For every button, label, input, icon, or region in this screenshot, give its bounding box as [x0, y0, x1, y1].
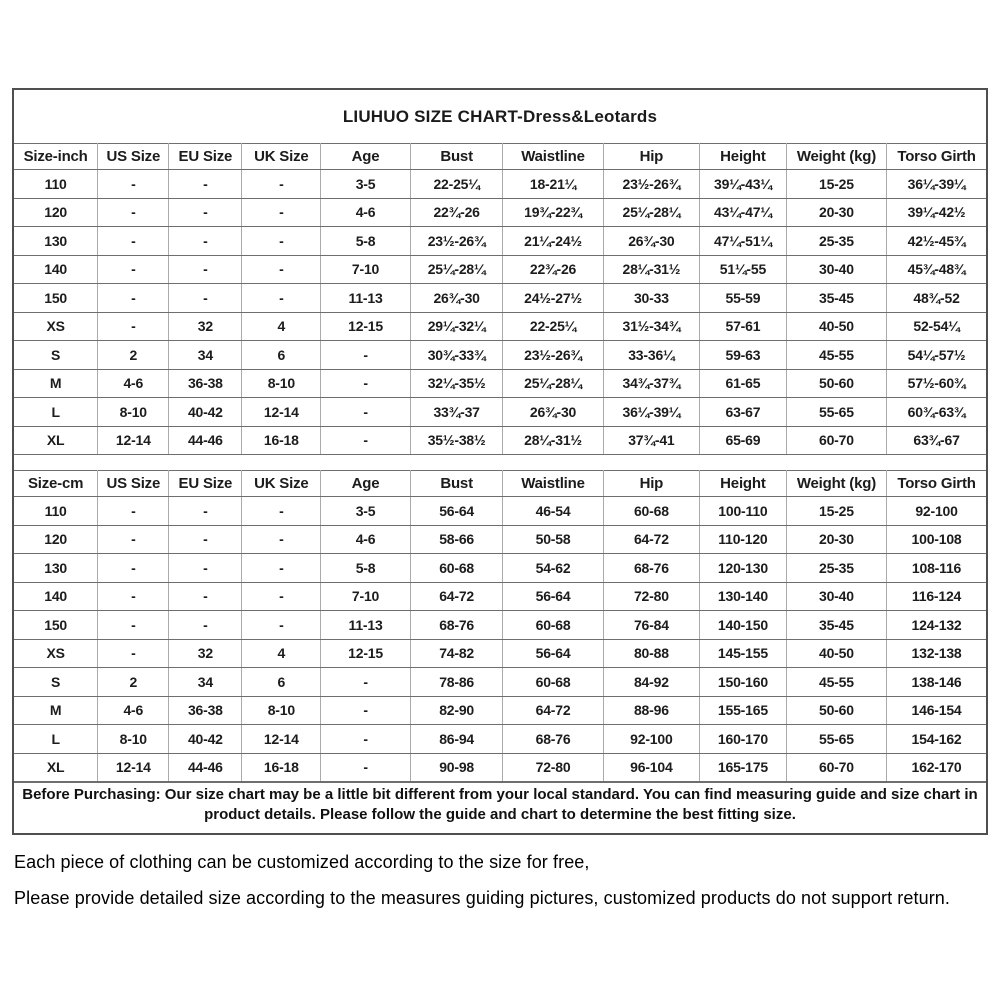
table-cell: 2 [98, 341, 169, 370]
table-cell: 57-61 [700, 312, 787, 341]
table-row [14, 639, 986, 668]
table-cell: 124-132 [887, 611, 986, 640]
table-cell: 5-8 [321, 227, 411, 256]
table-row [14, 582, 986, 611]
table-cell: 6 [242, 341, 321, 370]
column-header: US Size [98, 144, 169, 170]
table-cell: 68-76 [503, 725, 603, 754]
column-header: Age [321, 144, 411, 170]
table-cell: - [242, 198, 321, 227]
table-cell: 82-90 [410, 696, 503, 725]
table-cell: 72-80 [603, 582, 699, 611]
table-cell: 22¾-26 [410, 198, 503, 227]
table-cell: - [98, 198, 169, 227]
table-cell: - [169, 284, 242, 313]
table-row [14, 525, 986, 554]
table-cell: M [14, 369, 98, 398]
table-cell: 33¾-37 [410, 398, 503, 427]
table-cell: 120 [14, 525, 98, 554]
table-cell: - [169, 611, 242, 640]
table-cell: - [169, 198, 242, 227]
table-cell: 60-68 [410, 554, 503, 583]
table-cell: 22-25¼ [410, 170, 503, 199]
table-cell: 65-69 [700, 426, 787, 455]
table-cell: 40-50 [786, 639, 886, 668]
table-cell: 25¼-28¼ [410, 255, 503, 284]
table-cell: - [169, 525, 242, 554]
table-cell: 130 [14, 554, 98, 583]
table-cell: - [321, 753, 411, 782]
table-gap [14, 455, 986, 470]
table-cell: - [321, 369, 411, 398]
table-cell: 140 [14, 582, 98, 611]
table-cell: 20-30 [786, 525, 886, 554]
cm-table-body [14, 497, 986, 782]
column-header: Bust [410, 144, 503, 170]
table-cell: L [14, 398, 98, 427]
table-cell: 34¾-37¾ [603, 369, 699, 398]
table-cell: 50-60 [786, 369, 886, 398]
table-cell: 5-8 [321, 554, 411, 583]
table-cell: - [242, 227, 321, 256]
column-header: Weight (kg) [786, 144, 886, 170]
table-cell: - [98, 611, 169, 640]
table-cell: S [14, 341, 98, 370]
table-cell: - [98, 284, 169, 313]
table-cell: 4-6 [98, 696, 169, 725]
table-cell: 32 [169, 312, 242, 341]
table-cell: 8-10 [242, 369, 321, 398]
table-cell: 56-64 [503, 582, 603, 611]
table-cell: - [169, 170, 242, 199]
column-header: Weight (kg) [786, 471, 886, 497]
table-cell: - [242, 554, 321, 583]
table-cell: 26¾-30 [410, 284, 503, 313]
table-cell: 138-146 [887, 668, 986, 697]
table-cell: - [98, 227, 169, 256]
table-cell: XS [14, 312, 98, 341]
footnotes [14, 852, 986, 924]
table-cell: 130 [14, 227, 98, 256]
table-cell: 30-33 [603, 284, 699, 313]
table-cell: 4-6 [98, 369, 169, 398]
table-cell: 4-6 [321, 525, 411, 554]
table-cell: 25¼-28¼ [603, 198, 699, 227]
table-cell: 100-110 [700, 497, 787, 526]
table-cell: 64-72 [503, 696, 603, 725]
table-cell: - [169, 554, 242, 583]
table-cell: 32¼-35½ [410, 369, 503, 398]
table-cell: 16-18 [242, 426, 321, 455]
table-row [14, 426, 986, 455]
table-cell: - [242, 255, 321, 284]
table-cell: 86-94 [410, 725, 503, 754]
table-cell: 36-38 [169, 696, 242, 725]
table-cell: 160-170 [700, 725, 787, 754]
table-cell: 120-130 [700, 554, 787, 583]
table-cell: 21¼-24½ [503, 227, 603, 256]
table-cell: 140-150 [700, 611, 787, 640]
table-cell: 58-66 [410, 525, 503, 554]
table-cell: 56-64 [503, 639, 603, 668]
column-header: Torso Girth [887, 144, 986, 170]
table-cell: XL [14, 426, 98, 455]
table-cell: 11-13 [321, 284, 411, 313]
table-cell: 60-70 [786, 753, 886, 782]
table-cell: 48¾-52 [887, 284, 986, 313]
table-cell: 63-67 [700, 398, 787, 427]
table-cell: 18-21¼ [503, 170, 603, 199]
table-cell: 20-30 [786, 198, 886, 227]
table-cell: 88-96 [603, 696, 699, 725]
footnote-return-policy: Please provide detailed size according to the measures guiding pictures, customized products do not support return. [14, 888, 951, 908]
column-header: US Size [98, 471, 169, 497]
column-header: UK Size [242, 471, 321, 497]
inch-table-body [14, 170, 986, 455]
table-cell: 23½-26¾ [410, 227, 503, 256]
table-cell: XL [14, 753, 98, 782]
table-cell: 96-104 [603, 753, 699, 782]
table-cell: 7-10 [321, 255, 411, 284]
table-cell: 30-40 [786, 255, 886, 284]
table-cell: - [98, 312, 169, 341]
table-cell: 12-14 [98, 753, 169, 782]
table-cell: 61-65 [700, 369, 787, 398]
table-cell: 8-10 [98, 398, 169, 427]
table-cell: 4 [242, 639, 321, 668]
table-cell: 34 [169, 341, 242, 370]
table-cell: 35½-38½ [410, 426, 503, 455]
table-cell: - [242, 582, 321, 611]
table-cell: 30-40 [786, 582, 886, 611]
table-cell: 64-72 [603, 525, 699, 554]
table-cell: 40-42 [169, 398, 242, 427]
table-cell: 36¼-39¼ [887, 170, 986, 199]
table-cell: 47¼-51¼ [700, 227, 787, 256]
table-cell: 12-14 [242, 398, 321, 427]
table-cell: 110 [14, 497, 98, 526]
table-cell: 92-100 [887, 497, 986, 526]
table-cell: 16-18 [242, 753, 321, 782]
table-cell: 78-86 [410, 668, 503, 697]
table-cell: 76-84 [603, 611, 699, 640]
table-cell: 39¼-42½ [887, 198, 986, 227]
table-cell: 42½-45¾ [887, 227, 986, 256]
table-cell: 50-58 [503, 525, 603, 554]
table-cell: 6 [242, 668, 321, 697]
table-cell: 55-65 [786, 398, 886, 427]
table-cell: 45¾-48¾ [887, 255, 986, 284]
table-cell: 4 [242, 312, 321, 341]
table-cell: 37¾-41 [603, 426, 699, 455]
table-cell: - [98, 170, 169, 199]
table-cell: 45-55 [786, 668, 886, 697]
table-row [14, 170, 986, 199]
column-header: Waistline [503, 471, 603, 497]
table-row [14, 255, 986, 284]
table-cell: - [242, 525, 321, 554]
table-cell: 15-25 [786, 497, 886, 526]
table-cell: - [321, 668, 411, 697]
table-cell: 25-35 [786, 554, 886, 583]
table-cell: 34 [169, 668, 242, 697]
table-cell: 11-13 [321, 611, 411, 640]
table-cell: - [321, 426, 411, 455]
table-cell: 43¼-47¼ [700, 198, 787, 227]
table-cell: 40-42 [169, 725, 242, 754]
table-cell: 55-65 [786, 725, 886, 754]
table-cell: - [98, 582, 169, 611]
table-cell: 44-46 [169, 426, 242, 455]
table-row [14, 369, 986, 398]
table-cell: 7-10 [321, 582, 411, 611]
table-cell: 15-25 [786, 170, 886, 199]
table-cell: 52-54¼ [887, 312, 986, 341]
table-cell: - [242, 284, 321, 313]
table-row [14, 753, 986, 782]
column-header: Torso Girth [887, 471, 986, 497]
table-cell: 19¾-22¾ [503, 198, 603, 227]
table-cell: - [98, 639, 169, 668]
table-cell: 154-162 [887, 725, 986, 754]
table-cell: - [98, 525, 169, 554]
table-cell: 150 [14, 284, 98, 313]
table-cell: 145-155 [700, 639, 787, 668]
table-cell: 40-50 [786, 312, 886, 341]
table-cell: 12-14 [242, 725, 321, 754]
column-header: Height [700, 144, 787, 170]
table-row [14, 398, 986, 427]
cm-header-row [14, 471, 986, 497]
table-cell: 36-38 [169, 369, 242, 398]
table-cell: - [169, 255, 242, 284]
table-cell: 33-36¼ [603, 341, 699, 370]
table-cell: 28¼-31½ [603, 255, 699, 284]
table-cell: - [98, 255, 169, 284]
table-cell: 32 [169, 639, 242, 668]
table-cell: 30¾-33¾ [410, 341, 503, 370]
cm-size-table [14, 470, 986, 782]
table-cell: 26¾-30 [603, 227, 699, 256]
table-cell: - [321, 341, 411, 370]
table-cell: 22-25¼ [503, 312, 603, 341]
table-cell: 8-10 [98, 725, 169, 754]
table-row [14, 696, 986, 725]
column-header: EU Size [169, 144, 242, 170]
table-cell: - [242, 170, 321, 199]
column-header: Size-cm [14, 471, 98, 497]
table-cell: - [321, 398, 411, 427]
table-cell: - [98, 554, 169, 583]
table-cell: 25¼-28¼ [503, 369, 603, 398]
table-cell: 46-54 [503, 497, 603, 526]
table-cell: M [14, 696, 98, 725]
table-cell: 3-5 [321, 170, 411, 199]
table-cell: 150 [14, 611, 98, 640]
column-header: Waistline [503, 144, 603, 170]
table-cell: 100-108 [887, 525, 986, 554]
table-cell: 36¼-39¼ [603, 398, 699, 427]
table-cell: 74-82 [410, 639, 503, 668]
table-cell: 155-165 [700, 696, 787, 725]
inch-table-header [14, 144, 986, 170]
table-cell: 80-88 [603, 639, 699, 668]
table-cell: 22¾-26 [503, 255, 603, 284]
table-cell: 4-6 [321, 198, 411, 227]
table-cell: 140 [14, 255, 98, 284]
table-cell: 110-120 [700, 525, 787, 554]
table-cell: 59-63 [700, 341, 787, 370]
table-cell: 28¼-31½ [503, 426, 603, 455]
size-chart-box [12, 88, 988, 835]
table-cell: 60-68 [503, 668, 603, 697]
table-row [14, 341, 986, 370]
table-cell: 29¼-32¼ [410, 312, 503, 341]
table-cell: 54-62 [503, 554, 603, 583]
table-cell: 54¼-57½ [887, 341, 986, 370]
table-cell: 57½-60¾ [887, 369, 986, 398]
table-cell: 68-76 [410, 611, 503, 640]
table-cell: 56-64 [410, 497, 503, 526]
table-cell: 2 [98, 668, 169, 697]
table-cell: 165-175 [700, 753, 787, 782]
inch-header-row [14, 144, 986, 170]
table-cell: 150-160 [700, 668, 787, 697]
table-cell: - [98, 497, 169, 526]
table-cell: 108-116 [887, 554, 986, 583]
table-row [14, 554, 986, 583]
table-cell: 90-98 [410, 753, 503, 782]
table-cell: 120 [14, 198, 98, 227]
table-cell: - [242, 611, 321, 640]
table-row [14, 227, 986, 256]
table-cell: 64-72 [410, 582, 503, 611]
table-cell: 72-80 [503, 753, 603, 782]
table-cell: 92-100 [603, 725, 699, 754]
table-cell: - [242, 497, 321, 526]
table-cell: 116-124 [887, 582, 986, 611]
table-cell: 45-55 [786, 341, 886, 370]
column-header: UK Size [242, 144, 321, 170]
table-cell: 146-154 [887, 696, 986, 725]
table-cell: 84-92 [603, 668, 699, 697]
table-cell: 68-76 [603, 554, 699, 583]
table-cell: - [169, 227, 242, 256]
table-cell: 51¼-55 [700, 255, 787, 284]
table-row [14, 312, 986, 341]
table-cell: 35-45 [786, 284, 886, 313]
table-cell: 110 [14, 170, 98, 199]
table-cell: 44-46 [169, 753, 242, 782]
table-cell: 60-68 [503, 611, 603, 640]
column-header: Bust [410, 471, 503, 497]
table-row [14, 611, 986, 640]
table-cell: S [14, 668, 98, 697]
column-header: Hip [603, 471, 699, 497]
table-cell: 31½-34¾ [603, 312, 699, 341]
table-cell: 162-170 [887, 753, 986, 782]
inch-size-table [14, 143, 986, 455]
table-cell: 12-15 [321, 312, 411, 341]
footnote-customization: Each piece of clothing can be customized according to the size for free, [14, 852, 590, 872]
table-cell: 60¾-63¾ [887, 398, 986, 427]
table-cell: 35-45 [786, 611, 886, 640]
table-cell: 8-10 [242, 696, 321, 725]
column-header: Height [700, 471, 787, 497]
table-cell: 132-138 [887, 639, 986, 668]
column-header: Size-inch [14, 144, 98, 170]
table-row [14, 668, 986, 697]
table-cell: 3-5 [321, 497, 411, 526]
column-header: Hip [603, 144, 699, 170]
chart-title: LIUHUO SIZE CHART-Dress&Leotards [342, 107, 658, 126]
table-row [14, 198, 986, 227]
column-header: Age [321, 471, 411, 497]
table-cell: - [321, 725, 411, 754]
table-cell: 130-140 [700, 582, 787, 611]
table-cell: 25-35 [786, 227, 886, 256]
table-row [14, 284, 986, 313]
table-row [14, 497, 986, 526]
cm-table-header [14, 471, 986, 497]
table-cell: 12-14 [98, 426, 169, 455]
table-cell: - [321, 696, 411, 725]
table-cell: 55-59 [700, 284, 787, 313]
table-cell: 23½-26¾ [503, 341, 603, 370]
table-cell: 63¾-67 [887, 426, 986, 455]
table-cell: L [14, 725, 98, 754]
table-cell: 12-15 [321, 639, 411, 668]
table-cell: 50-60 [786, 696, 886, 725]
table-cell: 24½-27½ [503, 284, 603, 313]
table-cell: XS [14, 639, 98, 668]
table-cell: - [169, 582, 242, 611]
table-row [14, 725, 986, 754]
table-cell: 23½-26¾ [603, 170, 699, 199]
table-cell: 60-68 [603, 497, 699, 526]
purchase-note: Before Purchasing: Our size chart may be a little bit different from your local standard. You can find measuring guide and size chart in product details. Please follow the guide and chart to determine the best fitting size. [14, 782, 986, 827]
table-cell: 26¾-30 [503, 398, 603, 427]
table-cell: 60-70 [786, 426, 886, 455]
table-cell: 39¼-43¼ [700, 170, 787, 199]
table-cell: - [169, 497, 242, 526]
column-header: EU Size [169, 471, 242, 497]
